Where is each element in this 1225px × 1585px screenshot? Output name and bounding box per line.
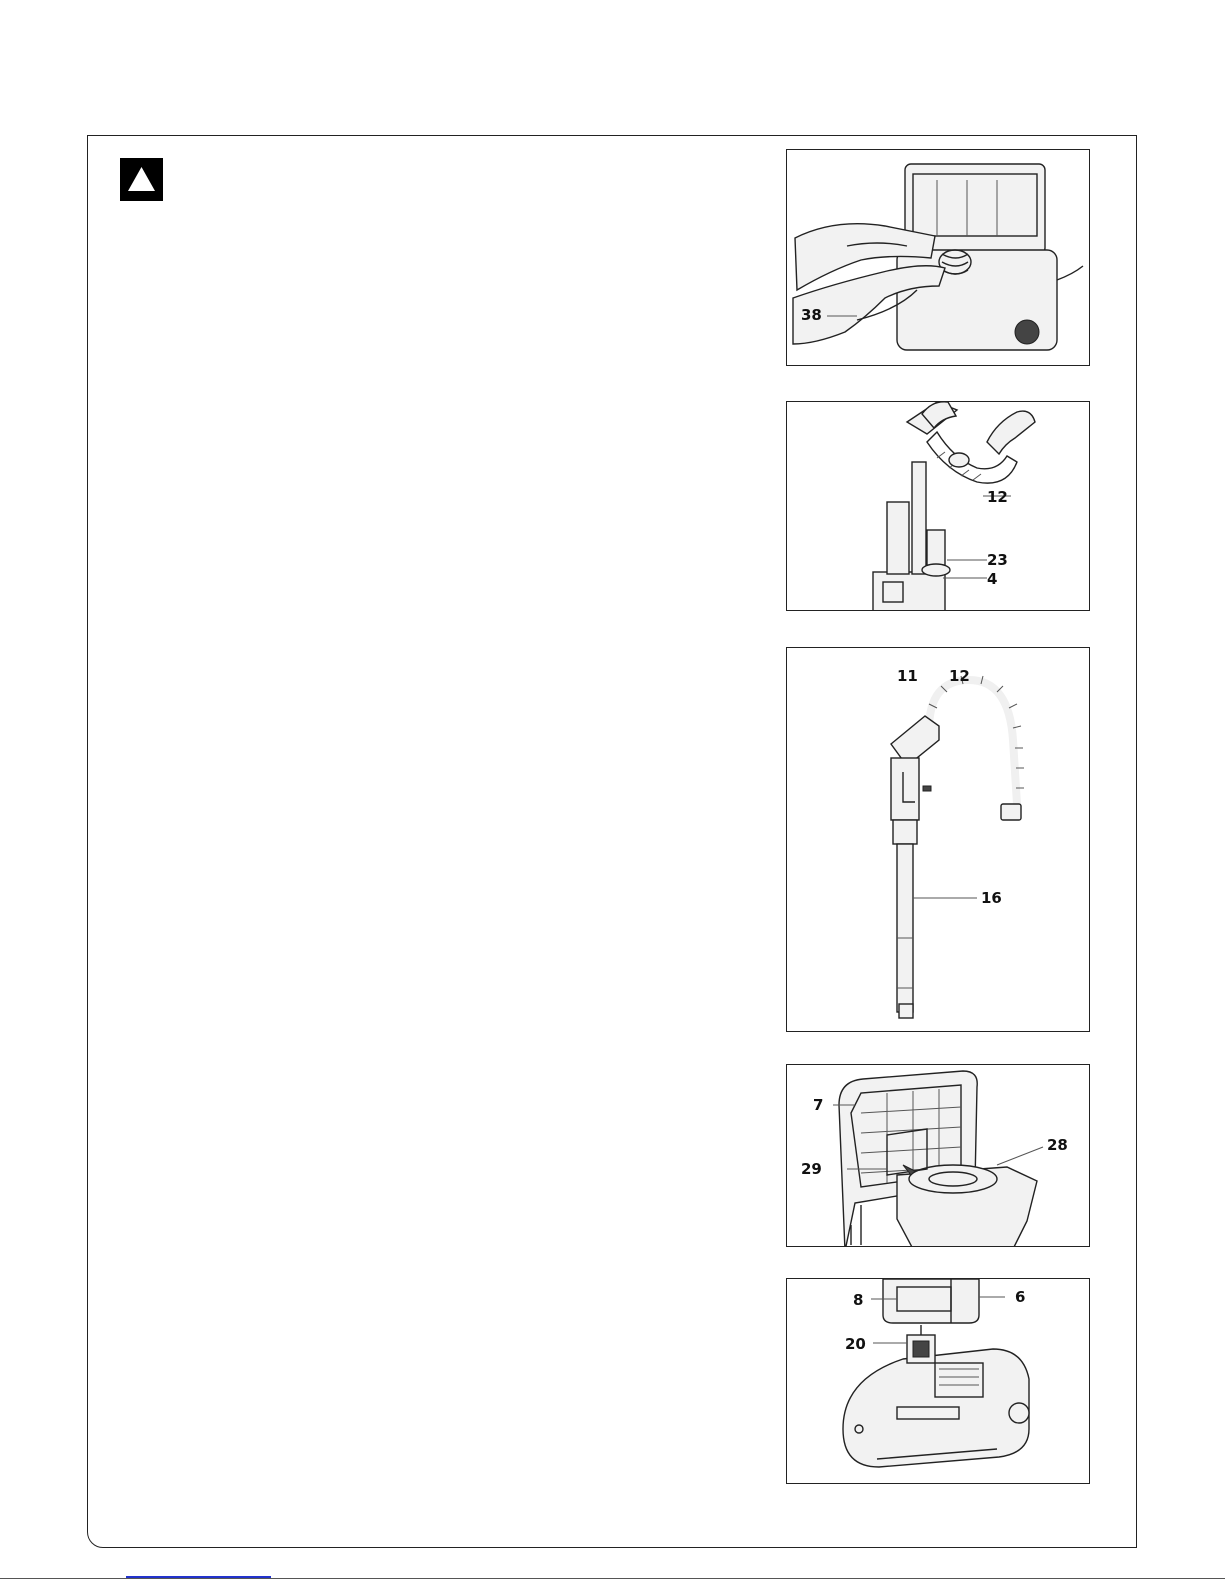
callout-label: 7 [813, 1096, 824, 1114]
open-cover-illustration [787, 1065, 1090, 1247]
callout-label: 11 [897, 667, 918, 685]
brush-roll-illustration [787, 150, 1090, 366]
callout-label: 8 [853, 1291, 864, 1309]
figure-open-cover [786, 1064, 1090, 1247]
callout-label: 12 [949, 667, 970, 685]
callout-label: 16 [981, 889, 1002, 907]
hose-attachment-illustration [787, 402, 1090, 611]
callout-label: 12 [987, 488, 1008, 506]
footer-rule [0, 1578, 1225, 1579]
figure-hose-attachment [786, 401, 1090, 611]
footer-link-underline[interactable] [126, 1576, 271, 1578]
figure-brush-roll [786, 149, 1090, 366]
figure-handle-hose-wand [786, 647, 1090, 1032]
callout-label: 23 [987, 551, 1008, 569]
handle-hose-wand-illustration [787, 648, 1090, 1032]
callout-label: 28 [1047, 1136, 1068, 1154]
callout-label: 38 [801, 306, 822, 324]
callout-label: 6 [1015, 1288, 1026, 1306]
figure-base-attachment [786, 1278, 1090, 1484]
callout-label: 29 [801, 1160, 822, 1178]
callout-label: 4 [987, 570, 998, 588]
base-attachment-illustration [787, 1279, 1090, 1484]
callout-label: 20 [845, 1335, 866, 1353]
warning-triangle-icon [120, 158, 163, 201]
